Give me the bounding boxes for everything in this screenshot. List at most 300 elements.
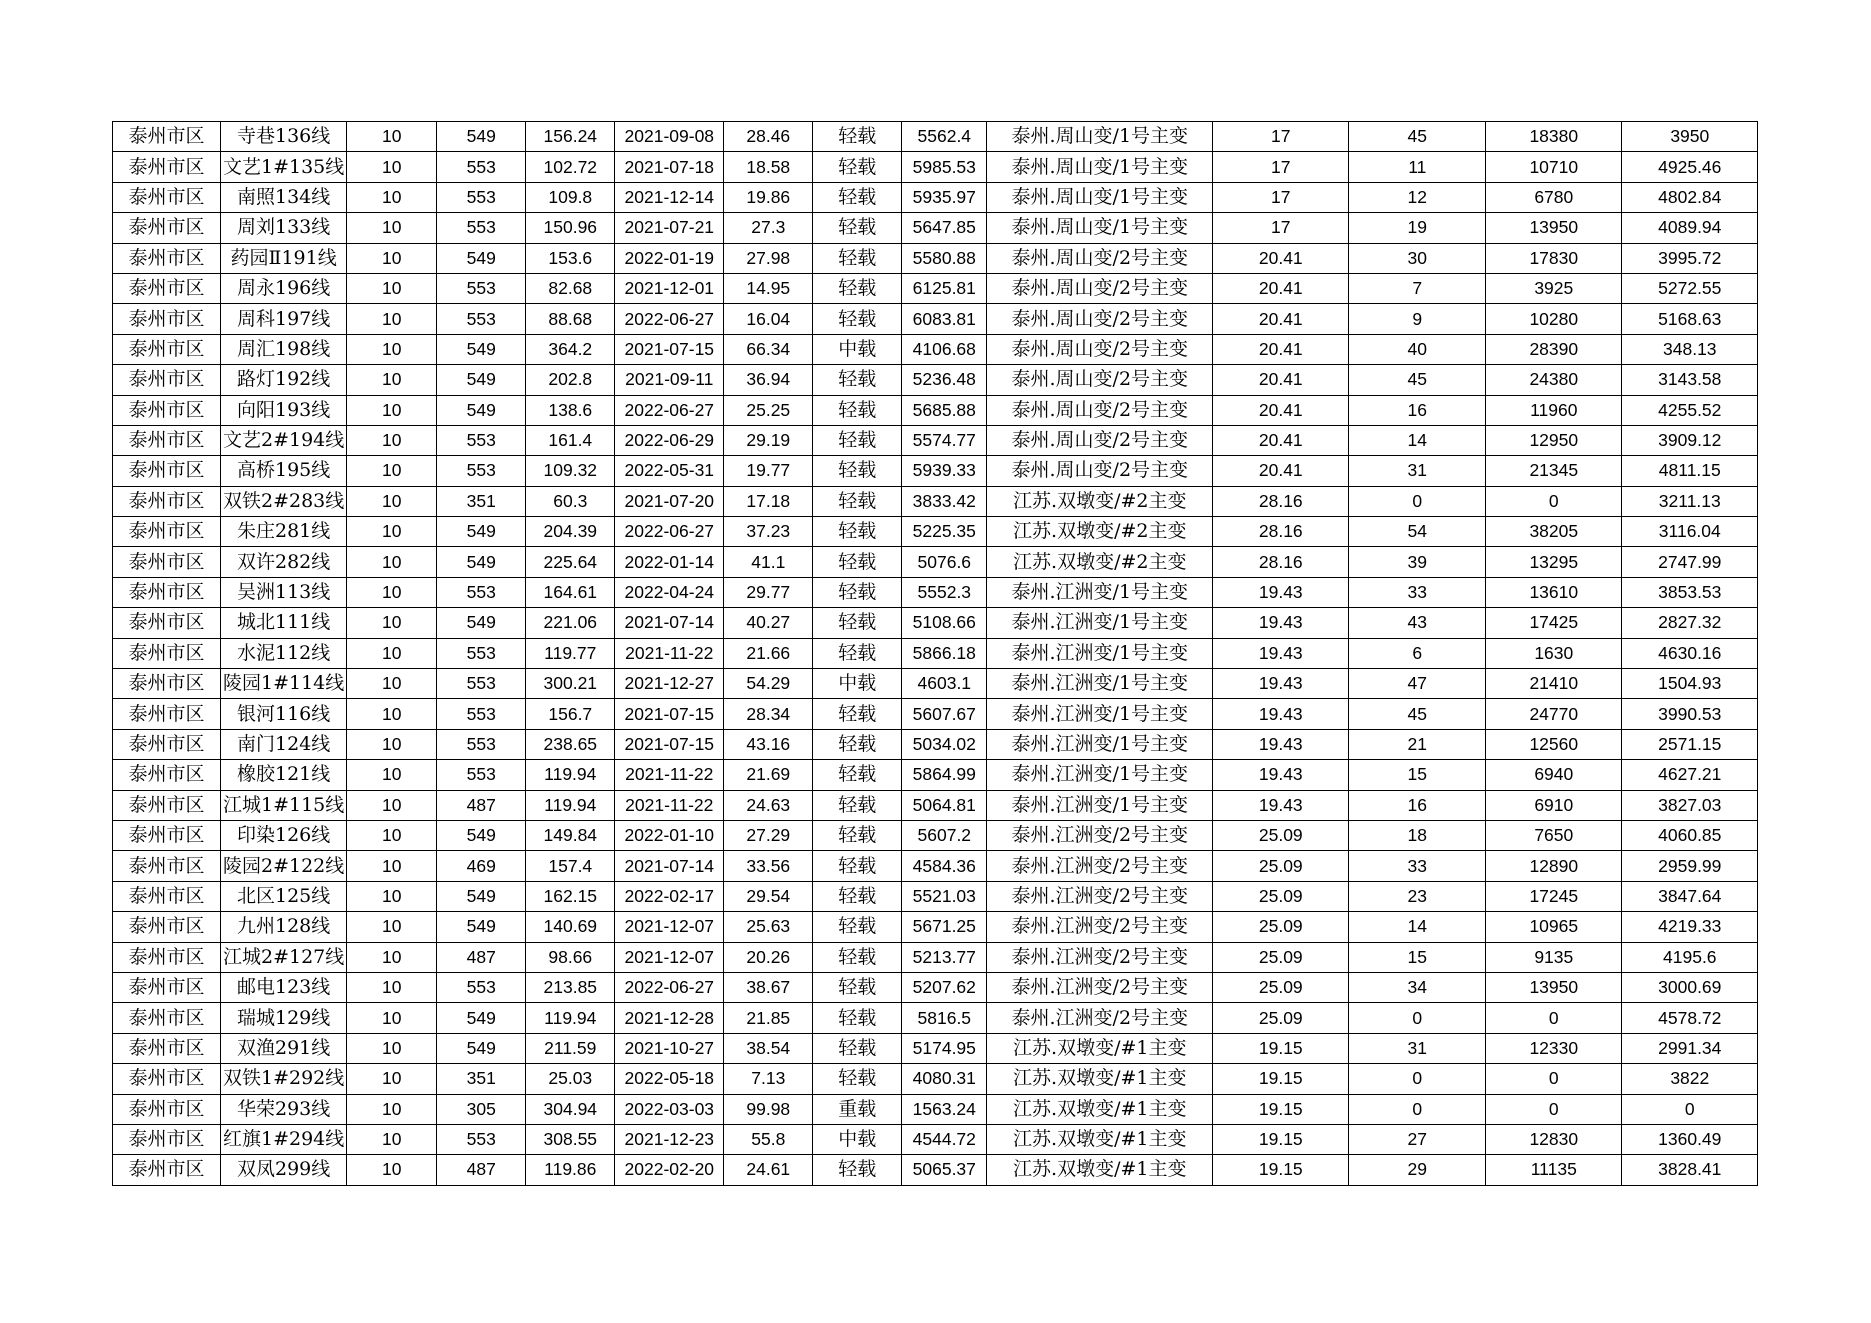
capacity-cell: 487 [437, 942, 526, 972]
load-rate-cell: 25.63 [724, 912, 813, 942]
district-cell: 泰州市区 [113, 1064, 221, 1094]
user-capacity-cell: 11135 [1486, 1155, 1622, 1185]
remaining-capacity-cell: 5521.03 [902, 881, 987, 911]
available-capacity-cell: 4627.21 [1622, 760, 1758, 790]
line-name-cell: 双凤299线 [221, 1155, 347, 1185]
transformer-load-rate-cell: 20.41 [1213, 395, 1349, 425]
user-count-cell: 33 [1349, 851, 1486, 881]
line-name-cell: 高桥195线 [221, 456, 347, 486]
load-status-cell: 轻载 [813, 912, 902, 942]
capacity-cell: 553 [437, 729, 526, 759]
remaining-capacity-cell: 5174.95 [902, 1033, 987, 1063]
transformer-load-rate-cell: 17 [1213, 182, 1349, 212]
remaining-capacity-cell: 5866.18 [902, 638, 987, 668]
voltage-cell: 10 [347, 881, 437, 911]
max-load-cell: 149.84 [526, 820, 615, 850]
table-row [113, 365, 1758, 395]
date-cell: 2022-01-14 [615, 547, 724, 577]
capacity-cell: 469 [437, 851, 526, 881]
capacity-cell: 351 [437, 1064, 526, 1094]
voltage-cell: 10 [347, 912, 437, 942]
transformer-cell: 泰州.江洲变/2号主变 [987, 881, 1213, 911]
user-count-cell: 33 [1349, 577, 1486, 607]
transformer-cell: 泰州.江洲变/2号主变 [987, 912, 1213, 942]
table-row [113, 213, 1758, 243]
transformer-load-rate-cell: 28.16 [1213, 547, 1349, 577]
feeder-load-table [112, 121, 1758, 1186]
transformer-cell: 江苏.双墩变/#1主变 [987, 1155, 1213, 1185]
load-rate-cell: 24.63 [724, 790, 813, 820]
transformer-cell: 泰州.江洲变/2号主变 [987, 851, 1213, 881]
remaining-capacity-cell: 5225.35 [902, 517, 987, 547]
available-capacity-cell: 3143.58 [1622, 365, 1758, 395]
load-status-cell: 轻载 [813, 577, 902, 607]
available-capacity-cell: 3995.72 [1622, 243, 1758, 273]
max-load-cell: 156.24 [526, 122, 615, 152]
user-count-cell: 16 [1349, 790, 1486, 820]
load-rate-cell: 43.16 [724, 729, 813, 759]
line-name-cell: 文艺2#194线 [221, 425, 347, 455]
remaining-capacity-cell: 5064.81 [902, 790, 987, 820]
capacity-cell: 553 [437, 1124, 526, 1154]
date-cell: 2022-06-27 [615, 304, 724, 334]
remaining-capacity-cell: 5562.4 [902, 122, 987, 152]
table-row [113, 456, 1758, 486]
load-rate-cell: 24.61 [724, 1155, 813, 1185]
transformer-cell: 江苏.双墩变/#2主变 [987, 517, 1213, 547]
load-rate-cell: 29.77 [724, 577, 813, 607]
load-status-cell: 轻载 [813, 243, 902, 273]
user-capacity-cell: 11960 [1486, 395, 1622, 425]
capacity-cell: 549 [437, 608, 526, 638]
line-name-cell: 寺巷136线 [221, 122, 347, 152]
district-cell: 泰州市区 [113, 152, 221, 182]
transformer-load-rate-cell: 28.16 [1213, 486, 1349, 516]
transformer-cell: 泰州.江洲变/1号主变 [987, 608, 1213, 638]
load-rate-cell: 40.27 [724, 608, 813, 638]
load-rate-cell: 21.66 [724, 638, 813, 668]
capacity-cell: 549 [437, 820, 526, 850]
capacity-cell: 549 [437, 517, 526, 547]
table-row [113, 152, 1758, 182]
voltage-cell: 10 [347, 972, 437, 1002]
user-count-cell: 18 [1349, 820, 1486, 850]
date-cell: 2022-05-18 [615, 1064, 724, 1094]
voltage-cell: 10 [347, 790, 437, 820]
max-load-cell: 60.3 [526, 486, 615, 516]
line-name-cell: 水泥112线 [221, 638, 347, 668]
user-capacity-cell: 13950 [1486, 213, 1622, 243]
remaining-capacity-cell: 5065.37 [902, 1155, 987, 1185]
date-cell: 2021-12-07 [615, 942, 724, 972]
voltage-cell: 10 [347, 182, 437, 212]
voltage-cell: 10 [347, 425, 437, 455]
load-rate-cell: 27.98 [724, 243, 813, 273]
max-load-cell: 162.15 [526, 881, 615, 911]
date-cell: 2022-02-17 [615, 881, 724, 911]
table-row [113, 1064, 1758, 1094]
max-load-cell: 119.77 [526, 638, 615, 668]
user-count-cell: 6 [1349, 638, 1486, 668]
load-status-cell: 轻载 [813, 972, 902, 1002]
remaining-capacity-cell: 5574.77 [902, 425, 987, 455]
load-rate-cell: 41.1 [724, 547, 813, 577]
available-capacity-cell: 4060.85 [1622, 820, 1758, 850]
line-name-cell: 周刘133线 [221, 213, 347, 243]
line-name-cell: 陵园1#114线 [221, 669, 347, 699]
remaining-capacity-cell: 4584.36 [902, 851, 987, 881]
transformer-load-rate-cell: 25.09 [1213, 1003, 1349, 1033]
remaining-capacity-cell: 5076.6 [902, 547, 987, 577]
transformer-load-rate-cell: 19.15 [1213, 1033, 1349, 1063]
remaining-capacity-cell: 5985.53 [902, 152, 987, 182]
user-count-cell: 23 [1349, 881, 1486, 911]
load-rate-cell: 21.69 [724, 760, 813, 790]
district-cell: 泰州市区 [113, 790, 221, 820]
user-capacity-cell: 24770 [1486, 699, 1622, 729]
transformer-cell: 江苏.双墩变/#2主变 [987, 486, 1213, 516]
max-load-cell: 202.8 [526, 365, 615, 395]
voltage-cell: 10 [347, 820, 437, 850]
user-capacity-cell: 1630 [1486, 638, 1622, 668]
date-cell: 2021-09-11 [615, 365, 724, 395]
user-count-cell: 7 [1349, 273, 1486, 303]
user-capacity-cell: 0 [1486, 1094, 1622, 1124]
available-capacity-cell: 4255.52 [1622, 395, 1758, 425]
district-cell: 泰州市区 [113, 1003, 221, 1033]
max-load-cell: 98.66 [526, 942, 615, 972]
district-cell: 泰州市区 [113, 122, 221, 152]
max-load-cell: 304.94 [526, 1094, 615, 1124]
district-cell: 泰州市区 [113, 213, 221, 243]
line-name-cell: 银河116线 [221, 699, 347, 729]
table-row [113, 486, 1758, 516]
user-count-cell: 16 [1349, 395, 1486, 425]
remaining-capacity-cell: 5108.66 [902, 608, 987, 638]
load-status-cell: 轻载 [813, 1155, 902, 1185]
transformer-cell: 泰州.江洲变/1号主变 [987, 577, 1213, 607]
transformer-load-rate-cell: 20.41 [1213, 243, 1349, 273]
date-cell: 2021-11-22 [615, 760, 724, 790]
load-status-cell: 轻载 [813, 425, 902, 455]
load-status-cell: 中载 [813, 1124, 902, 1154]
load-status-cell: 轻载 [813, 820, 902, 850]
table-row [113, 942, 1758, 972]
date-cell: 2021-07-15 [615, 729, 724, 759]
transformer-cell: 泰州.周山变/2号主变 [987, 273, 1213, 303]
date-cell: 2021-09-08 [615, 122, 724, 152]
load-rate-cell: 38.67 [724, 972, 813, 1002]
user-count-cell: 30 [1349, 243, 1486, 273]
user-capacity-cell: 7650 [1486, 820, 1622, 850]
transformer-cell: 江苏.双墩变/#1主变 [987, 1033, 1213, 1063]
user-count-cell: 47 [1349, 669, 1486, 699]
transformer-cell: 泰州.周山变/2号主变 [987, 456, 1213, 486]
table-row [113, 699, 1758, 729]
district-cell: 泰州市区 [113, 425, 221, 455]
table-row [113, 608, 1758, 638]
line-name-cell: 橡胶121线 [221, 760, 347, 790]
user-capacity-cell: 12890 [1486, 851, 1622, 881]
transformer-load-rate-cell: 20.41 [1213, 304, 1349, 334]
district-cell: 泰州市区 [113, 820, 221, 850]
date-cell: 2022-02-20 [615, 1155, 724, 1185]
table-row [113, 547, 1758, 577]
remaining-capacity-cell: 5236.48 [902, 365, 987, 395]
available-capacity-cell: 3853.53 [1622, 577, 1758, 607]
district-cell: 泰州市区 [113, 456, 221, 486]
voltage-cell: 10 [347, 1003, 437, 1033]
transformer-load-rate-cell: 25.09 [1213, 972, 1349, 1002]
load-status-cell: 轻载 [813, 122, 902, 152]
table-row [113, 1155, 1758, 1185]
max-load-cell: 109.32 [526, 456, 615, 486]
user-capacity-cell: 6910 [1486, 790, 1622, 820]
load-status-cell: 轻载 [813, 760, 902, 790]
transformer-cell: 泰州.江洲变/1号主变 [987, 729, 1213, 759]
available-capacity-cell: 1504.93 [1622, 669, 1758, 699]
date-cell: 2022-06-27 [615, 517, 724, 547]
transformer-cell: 泰州.周山变/1号主变 [987, 122, 1213, 152]
transformer-load-rate-cell: 20.41 [1213, 273, 1349, 303]
district-cell: 泰州市区 [113, 972, 221, 1002]
voltage-cell: 10 [347, 304, 437, 334]
table-row [113, 638, 1758, 668]
transformer-load-rate-cell: 25.09 [1213, 851, 1349, 881]
district-cell: 泰州市区 [113, 881, 221, 911]
user-count-cell: 11 [1349, 152, 1486, 182]
available-capacity-cell: 1360.49 [1622, 1124, 1758, 1154]
load-status-cell: 轻载 [813, 1033, 902, 1063]
max-load-cell: 225.64 [526, 547, 615, 577]
user-count-cell: 21 [1349, 729, 1486, 759]
voltage-cell: 10 [347, 1033, 437, 1063]
available-capacity-cell: 4802.84 [1622, 182, 1758, 212]
load-rate-cell: 33.56 [724, 851, 813, 881]
user-count-cell: 19 [1349, 213, 1486, 243]
max-load-cell: 138.6 [526, 395, 615, 425]
date-cell: 2021-07-14 [615, 851, 724, 881]
line-name-cell: 周汇198线 [221, 334, 347, 364]
capacity-cell: 487 [437, 790, 526, 820]
max-load-cell: 364.2 [526, 334, 615, 364]
remaining-capacity-cell: 5213.77 [902, 942, 987, 972]
capacity-cell: 553 [437, 638, 526, 668]
date-cell: 2021-11-22 [615, 638, 724, 668]
user-capacity-cell: 21410 [1486, 669, 1622, 699]
user-capacity-cell: 3925 [1486, 273, 1622, 303]
available-capacity-cell: 2747.99 [1622, 547, 1758, 577]
transformer-cell: 江苏.双墩变/#1主变 [987, 1124, 1213, 1154]
transformer-cell: 泰州.江洲变/2号主变 [987, 942, 1213, 972]
available-capacity-cell: 2959.99 [1622, 851, 1758, 881]
voltage-cell: 10 [347, 456, 437, 486]
load-rate-cell: 25.25 [724, 395, 813, 425]
transformer-load-rate-cell: 20.41 [1213, 425, 1349, 455]
load-status-cell: 中载 [813, 334, 902, 364]
capacity-cell: 549 [437, 243, 526, 273]
user-count-cell: 45 [1349, 699, 1486, 729]
available-capacity-cell: 4219.33 [1622, 912, 1758, 942]
table-row [113, 851, 1758, 881]
max-load-cell: 82.68 [526, 273, 615, 303]
available-capacity-cell: 3828.41 [1622, 1155, 1758, 1185]
load-status-cell: 轻载 [813, 395, 902, 425]
transformer-cell: 泰州.周山变/2号主变 [987, 334, 1213, 364]
user-capacity-cell: 28390 [1486, 334, 1622, 364]
district-cell: 泰州市区 [113, 395, 221, 425]
district-cell: 泰州市区 [113, 942, 221, 972]
voltage-cell: 10 [347, 517, 437, 547]
transformer-load-rate-cell: 19.43 [1213, 760, 1349, 790]
max-load-cell: 119.86 [526, 1155, 615, 1185]
load-rate-cell: 27.3 [724, 213, 813, 243]
line-name-cell: 印染126线 [221, 820, 347, 850]
load-rate-cell: 27.29 [724, 820, 813, 850]
line-name-cell: 双许282线 [221, 547, 347, 577]
user-capacity-cell: 13950 [1486, 972, 1622, 1002]
district-cell: 泰州市区 [113, 851, 221, 881]
district-cell: 泰州市区 [113, 486, 221, 516]
available-capacity-cell: 4089.94 [1622, 213, 1758, 243]
remaining-capacity-cell: 6083.81 [902, 304, 987, 334]
capacity-cell: 553 [437, 425, 526, 455]
load-status-cell: 轻载 [813, 152, 902, 182]
transformer-load-rate-cell: 19.43 [1213, 729, 1349, 759]
available-capacity-cell: 348.13 [1622, 334, 1758, 364]
available-capacity-cell: 2571.15 [1622, 729, 1758, 759]
district-cell: 泰州市区 [113, 304, 221, 334]
remaining-capacity-cell: 5685.88 [902, 395, 987, 425]
transformer-load-rate-cell: 17 [1213, 152, 1349, 182]
max-load-cell: 25.03 [526, 1064, 615, 1094]
date-cell: 2021-10-27 [615, 1033, 724, 1063]
line-name-cell: 南照134线 [221, 182, 347, 212]
table-row [113, 790, 1758, 820]
max-load-cell: 164.61 [526, 577, 615, 607]
max-load-cell: 102.72 [526, 152, 615, 182]
date-cell: 2021-12-01 [615, 273, 724, 303]
voltage-cell: 10 [347, 1064, 437, 1094]
load-status-cell: 轻载 [813, 456, 902, 486]
line-name-cell: 文艺1#135线 [221, 152, 347, 182]
load-rate-cell: 38.54 [724, 1033, 813, 1063]
capacity-cell: 553 [437, 304, 526, 334]
user-count-cell: 0 [1349, 1003, 1486, 1033]
capacity-cell: 553 [437, 699, 526, 729]
user-count-cell: 0 [1349, 1094, 1486, 1124]
line-name-cell: 朱庄281线 [221, 517, 347, 547]
available-capacity-cell: 3116.04 [1622, 517, 1758, 547]
voltage-cell: 10 [347, 152, 437, 182]
max-load-cell: 211.59 [526, 1033, 615, 1063]
transformer-cell: 泰州.江洲变/1号主变 [987, 638, 1213, 668]
capacity-cell: 553 [437, 213, 526, 243]
remaining-capacity-cell: 5647.85 [902, 213, 987, 243]
load-rate-cell: 37.23 [724, 517, 813, 547]
line-name-cell: 华荣293线 [221, 1094, 347, 1124]
date-cell: 2021-07-20 [615, 486, 724, 516]
district-cell: 泰州市区 [113, 699, 221, 729]
user-capacity-cell: 24380 [1486, 365, 1622, 395]
load-rate-cell: 20.26 [724, 942, 813, 972]
table-row [113, 182, 1758, 212]
load-status-cell: 轻载 [813, 1064, 902, 1094]
line-name-cell: 双铁2#283线 [221, 486, 347, 516]
district-cell: 泰州市区 [113, 912, 221, 942]
table-row [113, 517, 1758, 547]
transformer-load-rate-cell: 25.09 [1213, 820, 1349, 850]
transformer-load-rate-cell: 17 [1213, 122, 1349, 152]
user-capacity-cell: 13610 [1486, 577, 1622, 607]
transformer-cell: 泰州.江洲变/1号主变 [987, 669, 1213, 699]
date-cell: 2021-11-22 [615, 790, 724, 820]
voltage-cell: 10 [347, 547, 437, 577]
transformer-cell: 泰州.周山变/1号主变 [987, 152, 1213, 182]
voltage-cell: 10 [347, 122, 437, 152]
transformer-cell: 泰州.周山变/2号主变 [987, 243, 1213, 273]
load-rate-cell: 19.77 [724, 456, 813, 486]
user-capacity-cell: 0 [1486, 486, 1622, 516]
load-status-cell: 轻载 [813, 365, 902, 395]
transformer-load-rate-cell: 19.15 [1213, 1094, 1349, 1124]
load-status-cell: 轻载 [813, 486, 902, 516]
capacity-cell: 305 [437, 1094, 526, 1124]
line-name-cell: 九州128线 [221, 912, 347, 942]
table-row [113, 729, 1758, 759]
user-capacity-cell: 6940 [1486, 760, 1622, 790]
capacity-cell: 549 [437, 1003, 526, 1033]
load-status-cell: 轻载 [813, 699, 902, 729]
remaining-capacity-cell: 6125.81 [902, 273, 987, 303]
user-count-cell: 14 [1349, 912, 1486, 942]
line-name-cell: 瑞城129线 [221, 1003, 347, 1033]
load-status-cell: 轻载 [813, 547, 902, 577]
available-capacity-cell: 3211.13 [1622, 486, 1758, 516]
voltage-cell: 10 [347, 1155, 437, 1185]
load-rate-cell: 55.8 [724, 1124, 813, 1154]
capacity-cell: 553 [437, 669, 526, 699]
transformer-load-rate-cell: 19.43 [1213, 790, 1349, 820]
transformer-load-rate-cell: 19.43 [1213, 669, 1349, 699]
load-status-cell: 重载 [813, 1094, 902, 1124]
available-capacity-cell: 5168.63 [1622, 304, 1758, 334]
capacity-cell: 549 [437, 1033, 526, 1063]
user-count-cell: 12 [1349, 182, 1486, 212]
line-name-cell: 周永196线 [221, 273, 347, 303]
table-row [113, 1094, 1758, 1124]
user-capacity-cell: 0 [1486, 1064, 1622, 1094]
remaining-capacity-cell: 3833.42 [902, 486, 987, 516]
voltage-cell: 10 [347, 1124, 437, 1154]
remaining-capacity-cell: 5939.33 [902, 456, 987, 486]
available-capacity-cell: 4578.72 [1622, 1003, 1758, 1033]
max-load-cell: 88.68 [526, 304, 615, 334]
available-capacity-cell: 3822 [1622, 1064, 1758, 1094]
voltage-cell: 10 [347, 577, 437, 607]
date-cell: 2022-06-27 [615, 395, 724, 425]
user-capacity-cell: 9135 [1486, 942, 1622, 972]
transformer-load-rate-cell: 25.09 [1213, 881, 1349, 911]
line-name-cell: 红旗1#294线 [221, 1124, 347, 1154]
load-rate-cell: 19.86 [724, 182, 813, 212]
load-status-cell: 轻载 [813, 304, 902, 334]
max-load-cell: 308.55 [526, 1124, 615, 1154]
transformer-load-rate-cell: 19.15 [1213, 1124, 1349, 1154]
user-capacity-cell: 13295 [1486, 547, 1622, 577]
transformer-cell: 泰州.江洲变/2号主变 [987, 820, 1213, 850]
max-load-cell: 157.4 [526, 851, 615, 881]
